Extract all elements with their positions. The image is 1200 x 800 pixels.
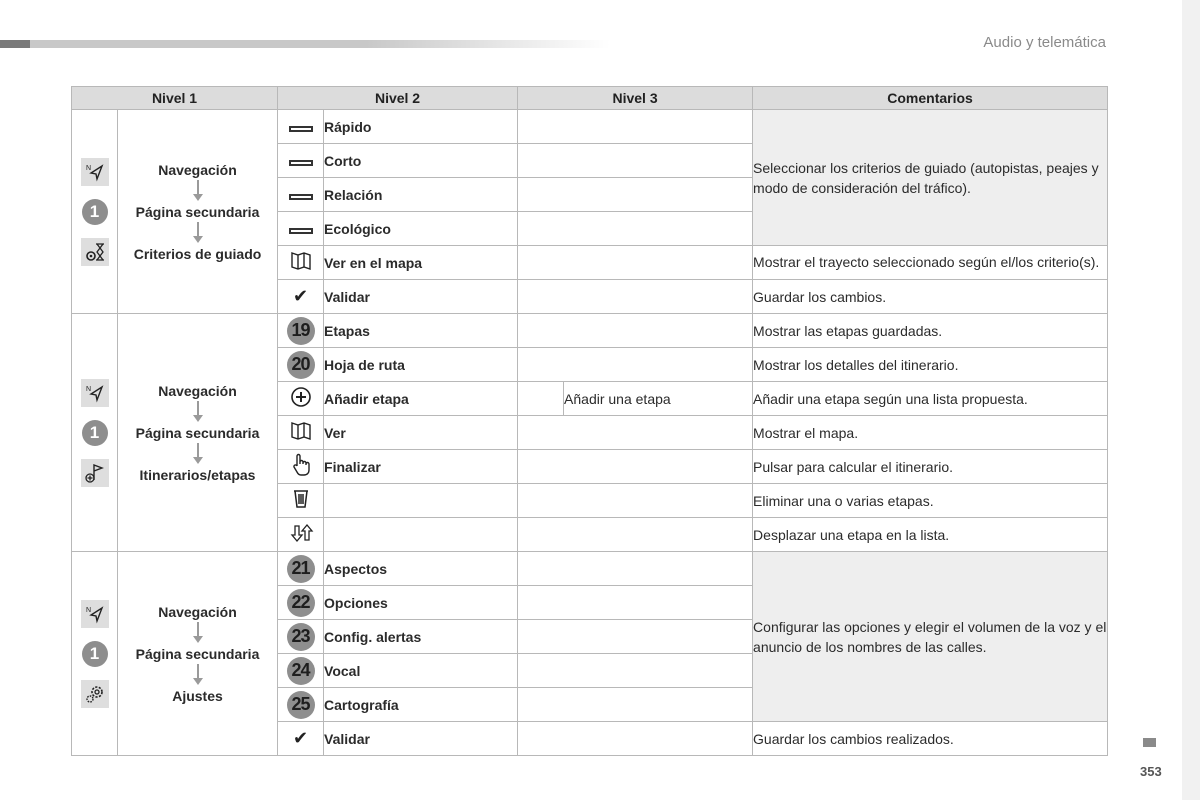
row-icon-cell xyxy=(278,382,324,416)
path-step-itinerarios: Itinerarios/etapas xyxy=(139,466,256,483)
number-badge: 19 xyxy=(287,317,315,345)
row-icon-cell xyxy=(278,586,324,620)
arrow-down-icon xyxy=(191,401,205,423)
level3-cell xyxy=(518,450,753,484)
level2-ver-en-el-mapa: Ver en el mapa xyxy=(324,246,518,280)
level3-cell xyxy=(518,110,753,144)
row-icon-cell xyxy=(278,144,324,178)
arrow-down-icon xyxy=(191,222,205,244)
level2-opciones: Opciones xyxy=(324,586,518,620)
row-icon-cell xyxy=(278,416,324,450)
check-icon: ✔ xyxy=(292,728,309,748)
row-icon-cell xyxy=(278,246,324,280)
level3-cell xyxy=(518,654,753,688)
header-decor-bar xyxy=(0,40,610,48)
level2-cell xyxy=(324,484,518,518)
trash-icon xyxy=(291,488,311,510)
comment-cell: Añadir una etapa según una lista propuesta. xyxy=(753,382,1108,416)
row-icon-cell xyxy=(278,450,324,484)
table-row xyxy=(72,552,1108,586)
level2-validar: Validar xyxy=(324,722,518,756)
col-header-nivel2: Nivel 2 xyxy=(278,87,518,110)
header-row xyxy=(72,87,1108,110)
table-row xyxy=(72,314,1108,348)
group2-icons xyxy=(72,314,118,552)
step-badge: 1 xyxy=(82,641,108,667)
level3-cell xyxy=(518,144,753,178)
number-badge: 22 xyxy=(287,589,315,617)
level3-cell xyxy=(518,246,753,280)
check-icon: ✔ xyxy=(292,286,309,306)
group2-path xyxy=(118,314,278,552)
comment-cell: Mostrar las etapas guardadas. xyxy=(753,314,1108,348)
page-edge-strip xyxy=(1182,0,1200,800)
comment-cell: Guardar los cambios. xyxy=(753,280,1108,314)
comment-cell: Mostrar el trayecto seleccionado según el/los criterio(s). xyxy=(753,246,1108,280)
navigation-arrow-icon xyxy=(81,158,109,186)
level2-corto: Corto xyxy=(324,144,518,178)
comment-cell: Mostrar los detalles del itinerario. xyxy=(753,348,1108,382)
col-header-nivel1: Nivel 1 xyxy=(72,87,278,110)
section-title: Audio y telemática xyxy=(983,34,1106,51)
level2-anadir-etapa: Añadir etapa xyxy=(324,382,518,416)
row-icon-cell xyxy=(278,348,324,382)
level3-cell xyxy=(518,178,753,212)
row-icon-cell xyxy=(278,518,324,552)
row-icon-cell xyxy=(278,552,324,586)
svg-text:N: N xyxy=(85,164,91,172)
dash-bar-icon xyxy=(289,126,313,132)
row-icon-cell xyxy=(278,688,324,722)
arrow-down-icon xyxy=(191,180,205,202)
level2-rapido: Rápido xyxy=(324,110,518,144)
flag-add-icon xyxy=(81,459,109,487)
number-badge: 20 xyxy=(287,351,315,379)
svg-text:N: N xyxy=(85,385,91,393)
row-icon-cell xyxy=(278,110,324,144)
number-badge: 23 xyxy=(287,623,315,651)
row-icon-cell xyxy=(278,280,324,314)
path-step-navegacion: Navegación xyxy=(158,161,237,178)
plus-circle-icon xyxy=(290,386,312,408)
group3-path xyxy=(118,552,278,756)
level3-cell xyxy=(518,722,753,756)
comment-cell: Pulsar para calcular el itinerario. xyxy=(753,450,1108,484)
arrow-down-icon xyxy=(191,664,205,686)
level3-cell xyxy=(518,620,753,654)
level3-icon-cell xyxy=(518,382,564,416)
gear-hourglass-icon xyxy=(81,238,109,266)
path-step-navegacion: Navegación xyxy=(158,603,237,620)
row-icon-cell xyxy=(278,212,324,246)
page-number: 353 xyxy=(1140,764,1162,779)
row-icon-cell xyxy=(278,620,324,654)
comment-cell: Desplazar una etapa en la lista. xyxy=(753,518,1108,552)
level2-ver: Ver xyxy=(324,416,518,450)
settings-gears-icon xyxy=(81,680,109,708)
table-row xyxy=(72,110,1108,144)
col-header-comentarios: Comentarios xyxy=(753,87,1108,110)
level2-etapas: Etapas xyxy=(324,314,518,348)
level2-ecologico: Ecológico xyxy=(324,212,518,246)
row-icon-cell xyxy=(278,178,324,212)
col-header-nivel3: Nivel 3 xyxy=(518,87,753,110)
reorder-arrows-icon xyxy=(288,522,314,544)
row-icon-cell xyxy=(278,722,324,756)
level3-cell xyxy=(518,314,753,348)
level3-cell xyxy=(518,484,753,518)
number-badge: 24 xyxy=(287,657,315,685)
comment-cell: Mostrar el mapa. xyxy=(753,416,1108,450)
dash-bar-icon xyxy=(289,194,313,200)
map-icon xyxy=(290,420,312,442)
number-badge: 21 xyxy=(287,555,315,583)
svg-text:N: N xyxy=(85,606,91,614)
group3-icons xyxy=(72,552,118,756)
level2-aspectos: Aspectos xyxy=(324,552,518,586)
group1-icons xyxy=(72,110,118,314)
group1-path xyxy=(118,110,278,314)
arrow-down-icon xyxy=(191,622,205,644)
level3-anadir-una-etapa: Añadir una etapa xyxy=(564,382,753,416)
comment-ajustes: Configurar las opciones y elegir el volumen de la voz y el anuncio de los nombres de las calles. xyxy=(753,552,1108,722)
level2-hoja-de-ruta: Hoja de ruta xyxy=(324,348,518,382)
page-marker xyxy=(1143,738,1156,747)
comment-criterios: Seleccionar los criterios de guiado (autopistas, peajes y modo de consideración del tráfico). xyxy=(753,110,1108,246)
map-icon xyxy=(290,250,312,272)
path-step-pagina-secundaria: Página secundaria xyxy=(135,424,260,441)
comment-cell: Eliminar una o varias etapas. xyxy=(753,484,1108,518)
path-step-criterios: Criterios de guiado xyxy=(133,245,262,262)
hand-pointer-icon xyxy=(290,453,312,477)
level2-config-alertas: Config. alertas xyxy=(324,620,518,654)
level3-cell xyxy=(518,280,753,314)
arrow-down-icon xyxy=(191,443,205,465)
row-icon-cell xyxy=(278,314,324,348)
navigation-arrow-icon xyxy=(81,600,109,628)
path-step-ajustes: Ajustes xyxy=(172,687,223,704)
level3-cell xyxy=(518,586,753,620)
row-icon-cell xyxy=(278,654,324,688)
step-badge: 1 xyxy=(82,420,108,446)
level2-finalizar: Finalizar xyxy=(324,450,518,484)
comment-cell: Guardar los cambios realizados. xyxy=(753,722,1108,756)
level2-relacion: Relación xyxy=(324,178,518,212)
level3-cell xyxy=(518,416,753,450)
level2-validar: Validar xyxy=(324,280,518,314)
level2-cartografia: Cartografía xyxy=(324,688,518,722)
row-icon-cell xyxy=(278,484,324,518)
navigation-arrow-icon xyxy=(81,379,109,407)
path-step-pagina-secundaria: Página secundaria xyxy=(135,645,260,662)
level3-cell xyxy=(518,348,753,382)
step-badge: 1 xyxy=(82,199,108,225)
dash-bar-icon xyxy=(289,160,313,166)
path-step-navegacion: Navegación xyxy=(158,382,237,399)
level2-vocal: Vocal xyxy=(324,654,518,688)
level2-cell xyxy=(324,518,518,552)
level3-cell xyxy=(518,212,753,246)
number-badge: 25 xyxy=(287,691,315,719)
level3-cell xyxy=(518,552,753,586)
path-step-pagina-secundaria: Página secundaria xyxy=(135,203,260,220)
level3-cell xyxy=(518,518,753,552)
level3-cell xyxy=(518,688,753,722)
menu-table xyxy=(71,86,1108,756)
dash-bar-icon xyxy=(289,228,313,234)
